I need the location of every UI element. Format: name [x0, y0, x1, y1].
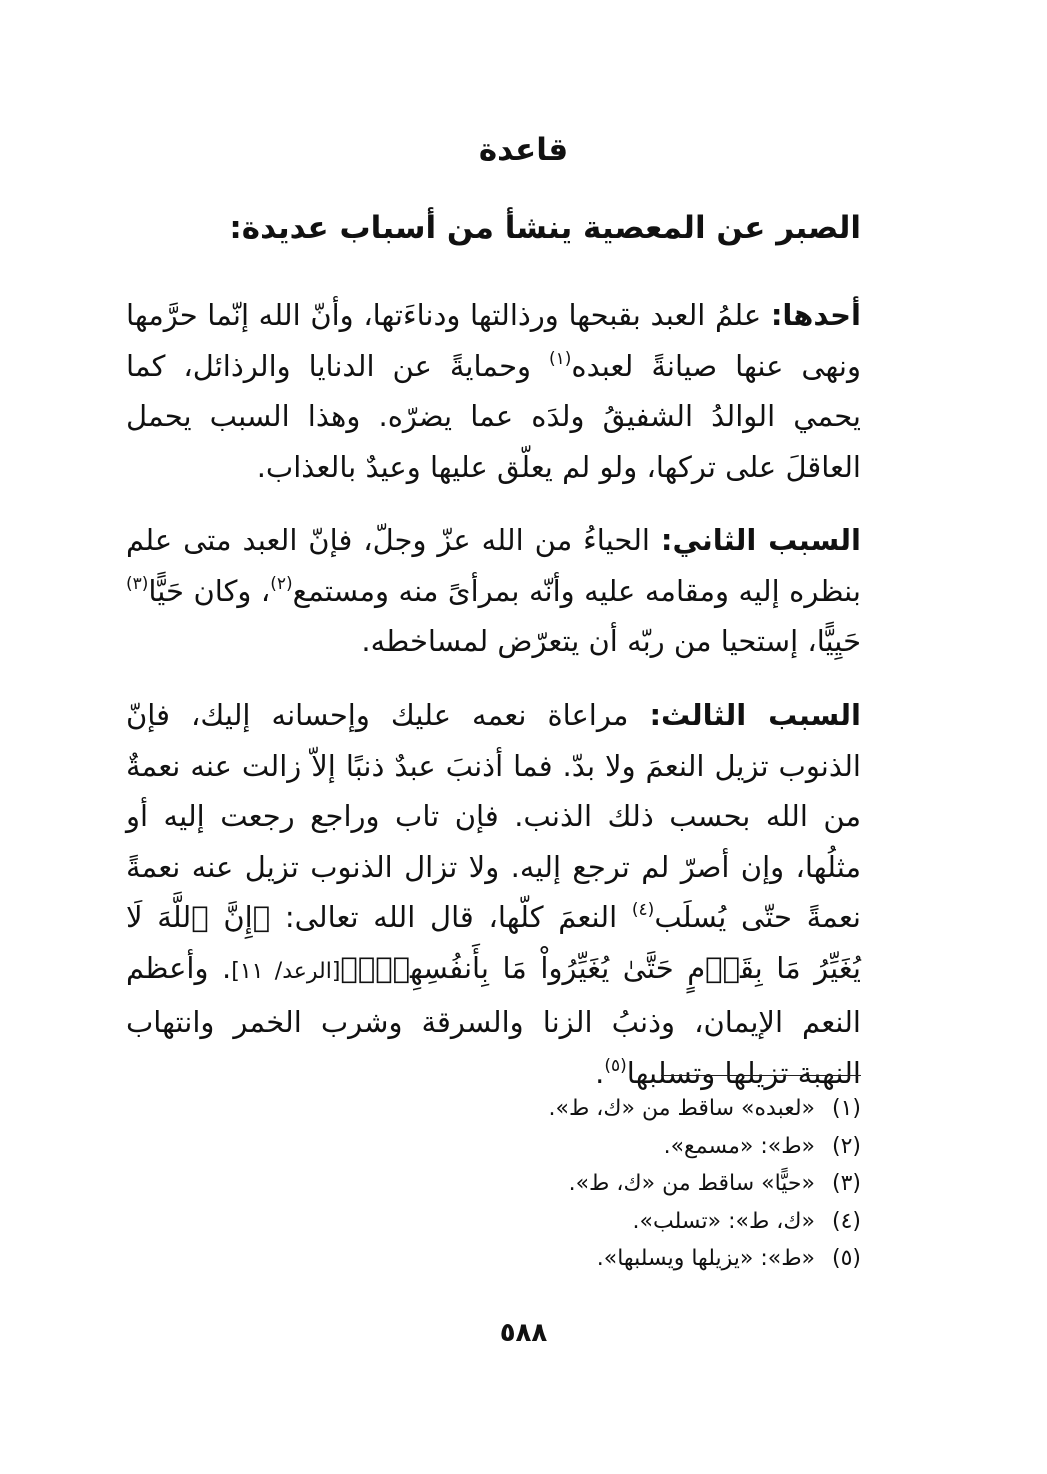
section-heading: الصبر عن المعصية ينشأ من أسباب عديدة:	[229, 210, 861, 246]
paragraph-third-reason	[126, 690, 861, 1098]
paragraph-first-reason	[126, 290, 861, 492]
footnote-number: (٥)	[831, 1246, 861, 1271]
paragraph-text: . وأعظم النعم الإيمان، وذنبُ الزنا والسرقة وشرب الخمر وانتهاب النهبة تزيلها وتسلبها	[126, 950, 861, 1090]
paragraph-second-reason	[126, 515, 861, 667]
paragraph-text: النعمَ كلّها، قال الله تعالى:	[270, 900, 632, 934]
paragraph-text: وحمايةً عن الدنايا والرذائل، كما يحمي الوالدُ الشفيقُ ولدَه عما يضرّه. وهذا السبب يحمل العاقلَ على تركها، ولو لم يعلّق عليها وعيدٌ بالعذاب.	[126, 348, 861, 484]
footnote-divider	[661, 1075, 861, 1076]
footnote-marker-4[interactable]: (٤)	[631, 900, 655, 920]
footnote-item	[261, 1165, 861, 1203]
paragraph-lead: السبب الثاني:	[660, 523, 861, 557]
footnote-marker-3[interactable]: (٣)	[126, 573, 149, 594]
page-title: قاعدة	[478, 132, 569, 168]
paragraph-text: الحياءُ من الله عزّ وجلّ، فإنّ العبد متى علم بنظره إليه ومقامه عليه وأنّه بمرأىً منه ومستمع	[126, 523, 861, 608]
footnote-text: «ك، ط»: «تسلب».	[632, 1208, 815, 1234]
footnote-text: «ط»: «يزيلها ويسلبها».	[596, 1246, 815, 1271]
footnote-number: (٤)	[831, 1208, 861, 1234]
paragraph-text: مراعاة نعمه عليك وإحسانه إليك، فإنّ الذنوب تزيل النعمَ ولا بدّ. فما أذنبَ عبدٌ ذنبًا إلاّ زالت عنه نعمةٌ من الله بحسب ذلك الذنب. فإن تاب وراجع رجعت إليه أو مثلُها، وإن أصرّ لم ترجع إليه. ولا تزال الذنوب تزيل عنه نعمةً نعمةً حتّى يُسلَب	[126, 698, 862, 934]
paragraph-text: .	[595, 1055, 605, 1090]
footnote-number: (٣)	[831, 1171, 861, 1196]
footnotes-list	[261, 1090, 861, 1278]
footnote-text: «لعبده» ساقط من «ك، ط».	[548, 1096, 815, 1121]
footnote-number: (١)	[831, 1096, 861, 1121]
footnote-item	[261, 1203, 861, 1241]
footnote-item	[261, 1090, 861, 1128]
paragraph-text: حَيِيًّا، إستحيا من ربّه أن يتعرّض لمساخطه.	[361, 624, 861, 658]
paragraph-lead: أحدها:	[770, 298, 861, 332]
footnote-text: «حيًّا» ساقط من «ك، ط».	[568, 1171, 815, 1196]
footnote-item	[261, 1240, 861, 1278]
footnote-marker-5[interactable]: (٥)	[604, 1055, 627, 1076]
footnote-marker-2[interactable]: (٢)	[270, 573, 293, 594]
footnote-marker-1[interactable]: (١)	[548, 348, 572, 369]
paragraph-lead: السبب الثالث:	[649, 698, 861, 732]
footnote-item	[261, 1128, 861, 1166]
footnote-number: (٢)	[831, 1133, 861, 1159]
quran-reference: [الرعد/ ١١]	[231, 958, 341, 984]
page-number: ٥٨٨	[499, 1318, 548, 1348]
paragraph-text: علمُ العبد بقبحها ورذالتها ودناءَتها، وأنّ الله إنّما حرَّمها ونهى عنها صيانةً لعبده	[126, 298, 861, 383]
footnote-text: «ط»: «مسمع».	[663, 1133, 815, 1159]
paragraph-text: ، وكان حَيًّا	[148, 573, 271, 608]
quran-verse: ﴿إِنَّ ٱللَّهَ لَا يُغَيِّرُ مَا بِقَوۡمٍ حَتَّىٰ يُغَيِّرُواْ مَا بِأَنفُسِهِمۡۗ﴾	[126, 900, 861, 985]
